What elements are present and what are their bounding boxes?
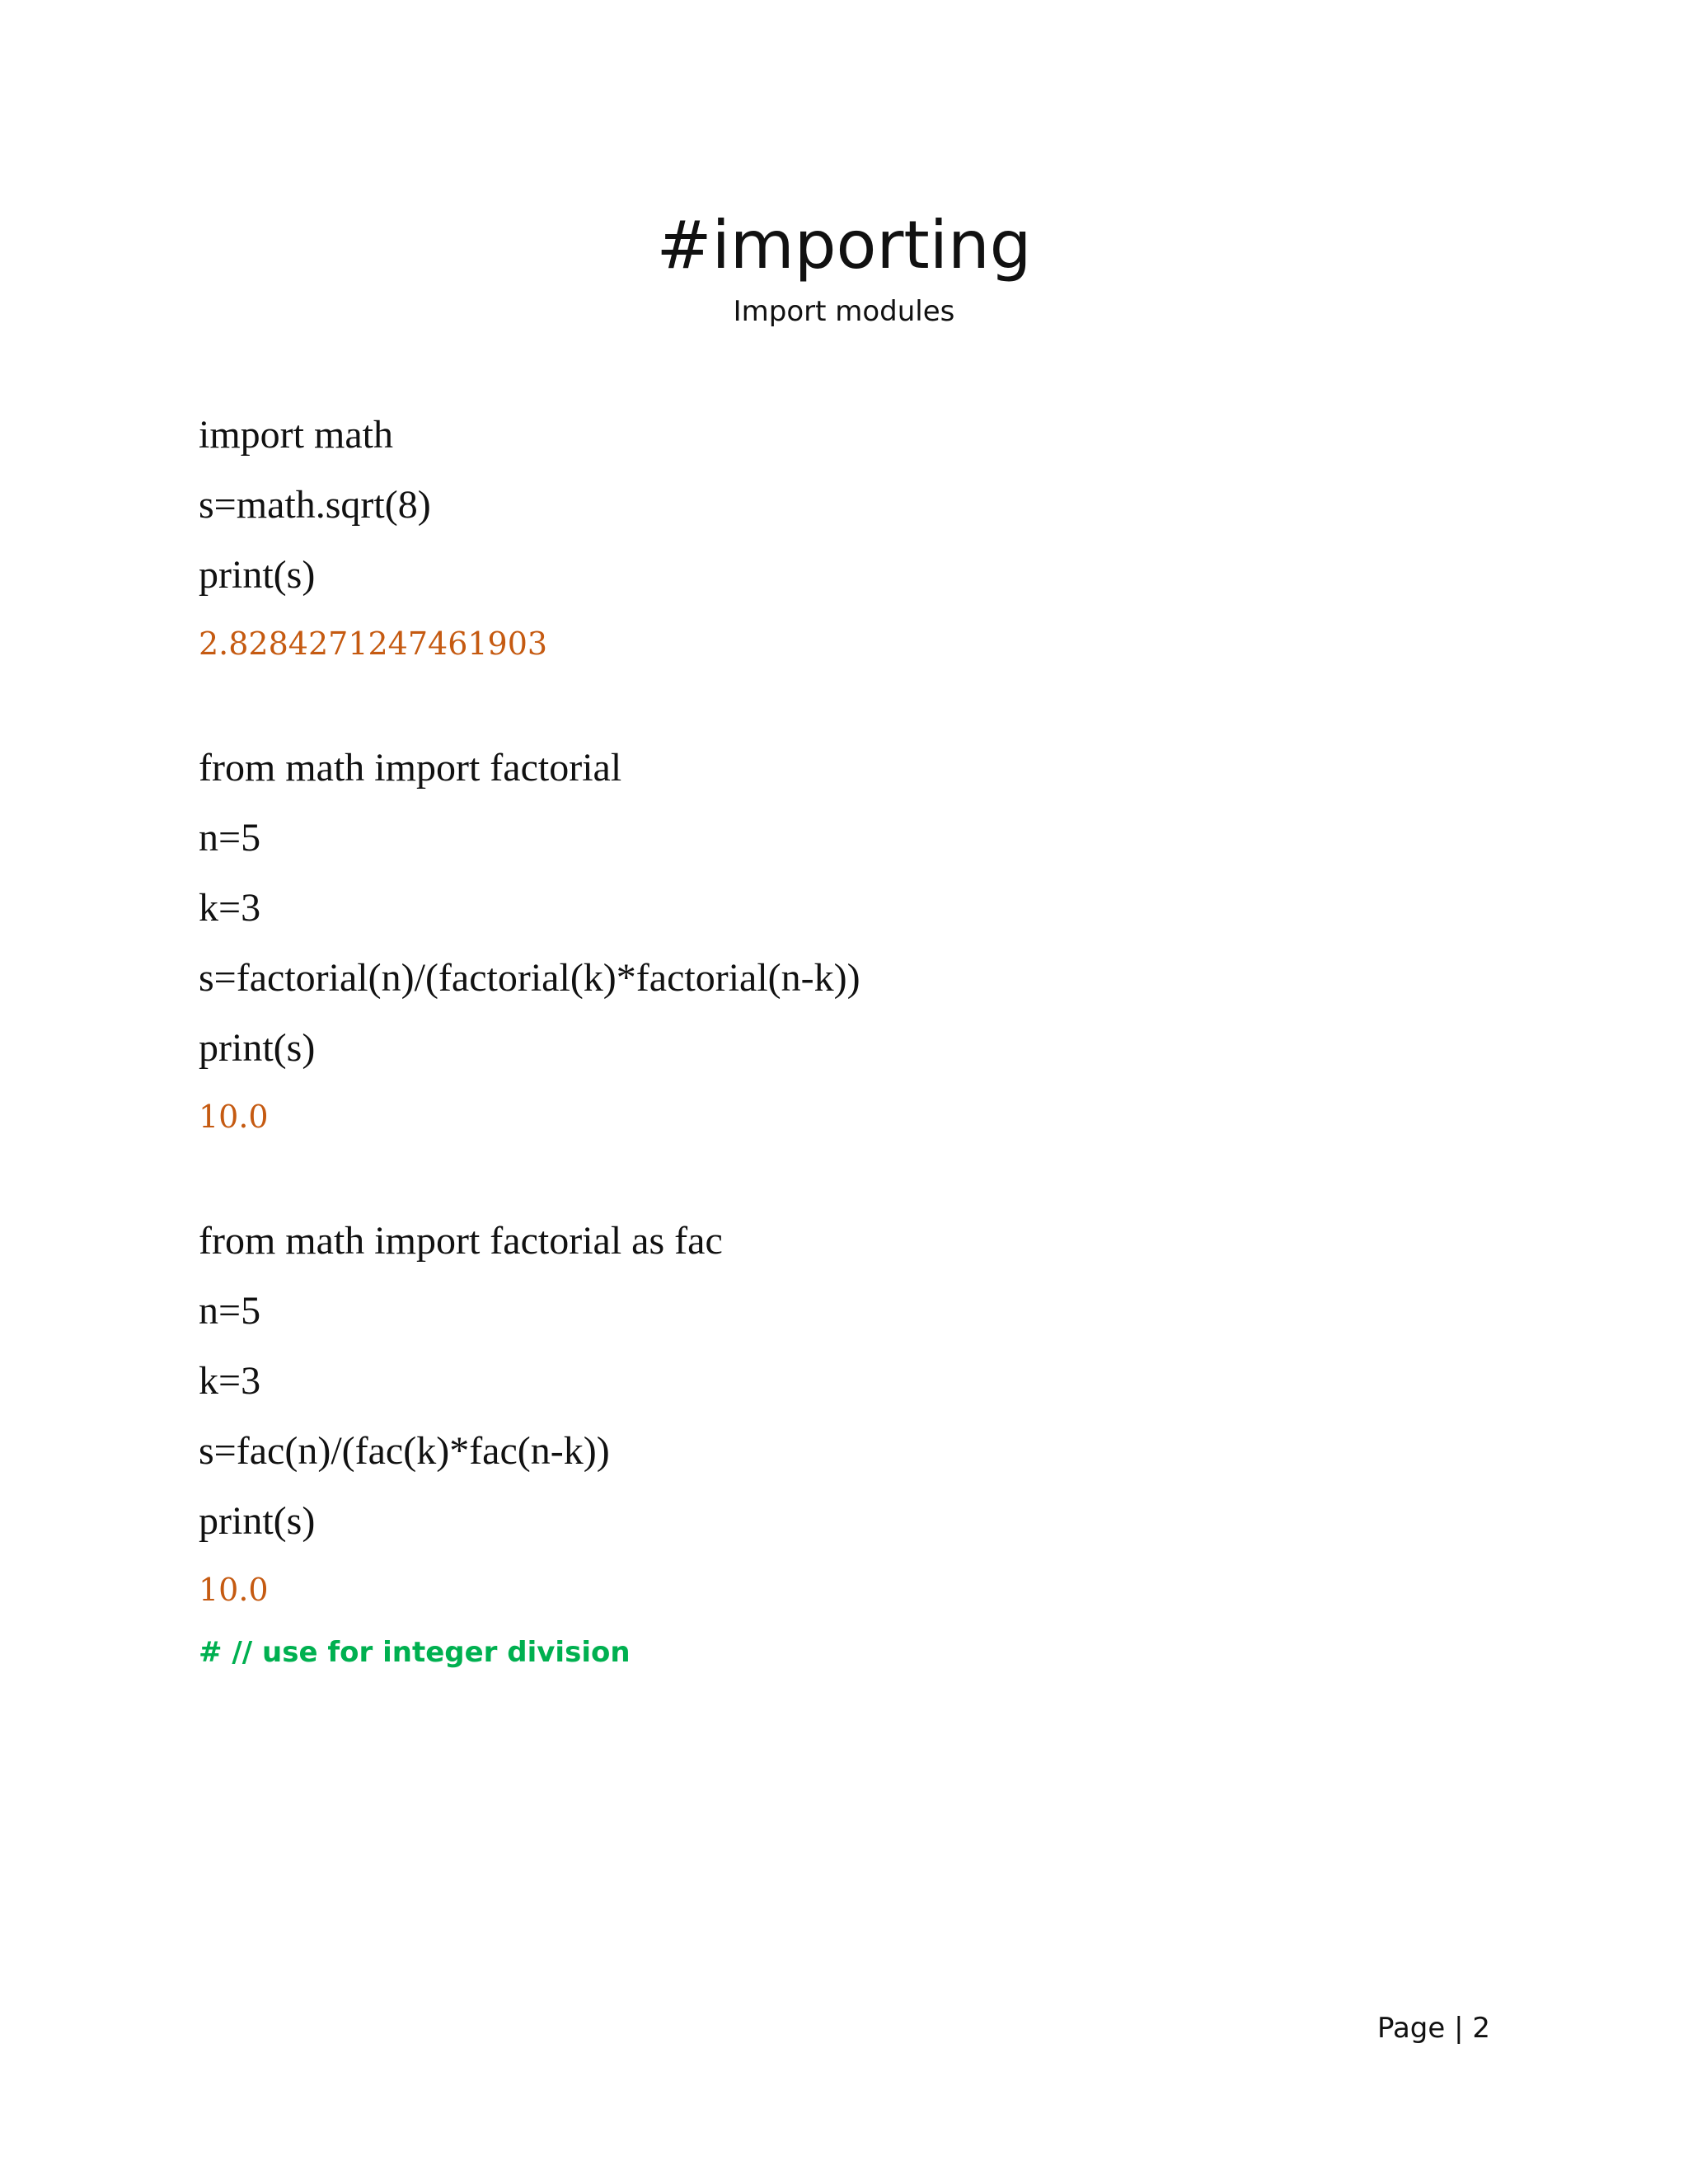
output-line: 2.8284271247461903 bbox=[199, 626, 548, 662]
code-line: n=5 bbox=[199, 816, 261, 860]
output-line: 10.0 bbox=[199, 1572, 269, 1608]
code-line: print(s) bbox=[199, 553, 316, 597]
code-line: s=fac(n)/(fac(k)*fac(n-k)) bbox=[199, 1429, 610, 1473]
page-subtitle: Import modules bbox=[733, 295, 955, 328]
code-line: print(s) bbox=[199, 1026, 316, 1070]
code-line: k=3 bbox=[199, 886, 261, 930]
code-line: k=3 bbox=[199, 1359, 261, 1403]
page-title: #importing bbox=[656, 207, 1032, 284]
page-number: Page | 2 bbox=[1376, 2012, 1490, 2045]
code-line: print(s) bbox=[199, 1499, 316, 1543]
code-line: from math import factorial as fac bbox=[199, 1219, 723, 1263]
output-line: 10.0 bbox=[199, 1099, 269, 1135]
code-line: s=math.sqrt(8) bbox=[199, 483, 431, 527]
code-line: s=factorial(n)/(factorial(k)*factorial(n-k)) bbox=[199, 956, 860, 1000]
code-line: n=5 bbox=[199, 1289, 261, 1333]
code-line: import math bbox=[199, 413, 393, 457]
code-comment: # // use for integer division bbox=[199, 1636, 631, 1669]
code-line: from math import factorial bbox=[199, 746, 622, 790]
